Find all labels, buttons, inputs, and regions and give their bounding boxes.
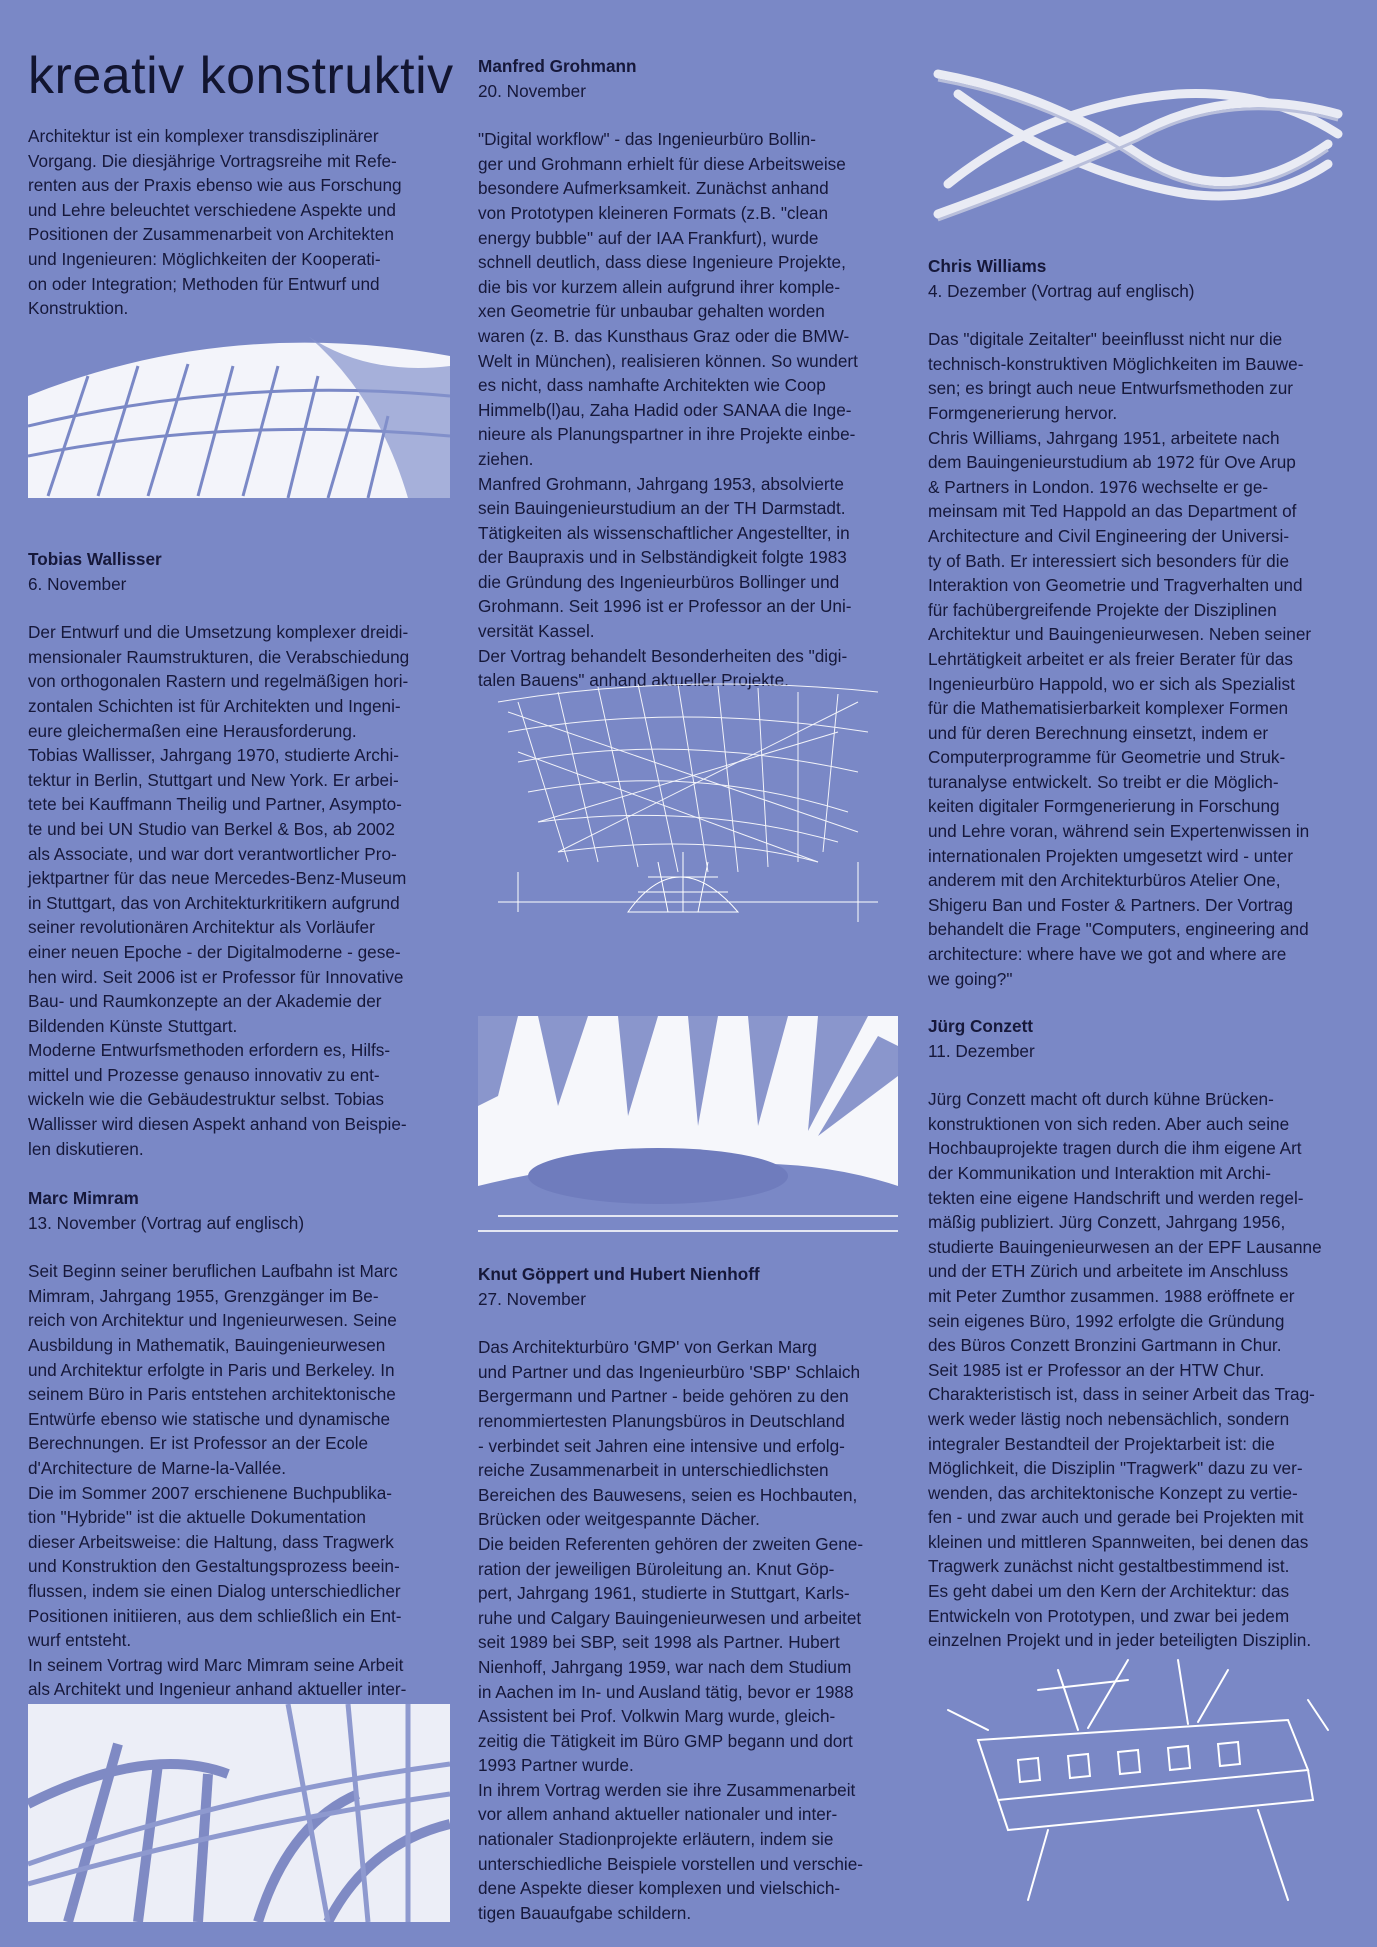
lecture-date-mimram: 13. November (Vortrag auf englisch)	[28, 1212, 305, 1233]
conzett-project-image	[928, 1640, 1350, 1910]
speaker-name-wallisser: Tobias Wallisser	[28, 549, 162, 569]
williams-project-image	[928, 54, 1350, 240]
page-title: kreativ konstruktiv	[28, 47, 454, 105]
lecture-date-grohmann: 20. November	[478, 80, 586, 101]
wallisser-project-image	[28, 336, 450, 498]
lecture-text-conzett: Jürg Conzett macht oft durch kühne Brücken- konstruktionen von sich reden. Aber auch seine Hochbauprojekte tragen durch die ihm eigene Art der Kommunikation und Interaktion mit Archi- tekten eine eigene Handschrift und werden regel- mäßig publiziert. Jürg Conzett, Jahrgang 1956, studierte Bauingenieurwesen an der EPF Lausanne und der ETH Zürich und arbeitete im Anschluss mit Peter Zumthor zusammen. 1988 eröffnete er sein eigenes Büro, 1992 erfolgte die Gründung des Büros Conzett Bronzini Gartmann in Chur. Seit 1985 ist er Professor an der HTW Chur. Charakteristisch ist, dass in seiner Arbeit das Trag- werk weder lästig noch nebensächlich, sondern integraler Bestandteil der Projektarbeit ist: die Möglichkeit, die Disziplin "Tragwerk" dazu zu ver- wenden, das architektonische Konzept zu vertie- fen - und zwar auch und gerade bei Projekten mit kleinen und mittleren Spannweiten, bei denen das Tragwerk zunächst nicht gestaltbestimmend ist. Es geht dabei um den Kern der Architektur: das Entwickeln von Prototypen, und zwar bei jedem einzelnen Projekt und in jeder beteiligten Disziplin.	[928, 1089, 1322, 1651]
speaker-name-goeppert-nienhoff: Knut Göppert und Hubert Nienhoff	[478, 1264, 760, 1284]
lecture-text-mimram: Seit Beginn seiner beruflichen Laufbahn ist Marc Mimram, Jahrgang 1955, Grenzgänger im Be- reich von Architektur und Ingenieurwesen. Seine Ausbildung in Mathematik, Bauingenieurwesen und Architektur erfolgte in Paris und Berkeley. In seinem Büro in Paris entstehen architektonische Entwürfe ebenso wie statische und dynamische Berechnungen. Er ist Professor an der Ecole d'Architecture de Marne-la-Vallée. Die im Sommer 2007 erschienene Buchpublika- tion "Hybride" ist die aktuelle Dokumentation dieser Arbeitsweise: die Haltung, dass Tragwerk und Konstruktion den Gestaltungsprozess beein- flussen, indem sie einen Dialog unterschiedlicher Positionen initiieren, aus dem schließlich ein Ent- wurf entsteht. In seinem Vortrag wird Marc Mimram seine Arbeit als Architekt und Ingenieur anhand aktueller inter-	[28, 1261, 407, 1700]
lecture-text-goeppert-nienhoff: Das Architekturbüro 'GMP' von Gerkan Marg und Partner und das Ingenieurbüro 'SBP' Schlaich Bergermann und Partner - beide gehören zu den renommiertesten Planungsbüros in Deutschland - verbindet seit Jahren eine intensive und erfolg- reiche Zusammenarbeit in unterschiedlichsten Bereichen des Bauwesens, seien es Hochbauten, Brücken oder weitgespannte Dächer. Die beiden Referenten gehören der zweiten Gene- ration der jeweiligen Büroleitung an. Knut Göp- pert, Jahrgang 1961, studierte in Stuttgart, Karls- ruhe und Calgary Bauingenieurwesen und arbeitet seit 1989 bei SBP, seit 1998 als Partner. Hubert Nienhoff, Jahrgang 1959, war nach dem Studium in Aachen im In- und Ausland tätig, bevor er 1988 Assistent bei Prof. Volkwin Marg wurde, gleich- zeitig die Tätigkeit im Büro GMP begann und dort 1993 Partner wurde. In ihrem Vortrag werden sie ihre Zusammenarbeit vor allem anhand aktueller nationaler und inter- nationaler Stadionprojekte erläutern, indem sie unterschiedliche Beispiele vorstellen und verschie- dene Aspekte dieser komplexen und vielschich- tigen Bauaufgabe schildern.	[478, 1337, 864, 1923]
lecture-text-wallisser: Der Entwurf und die Umsetzung komplexer dreidi- mensionaler Raumstrukturen, die Verabschiedung von orthogonalen Rastern und regelmäßigen hori- zontalen Schichten ist für Architekten und Ingeni- eure gleichermaßen eine Herausforderung. Tobias Wallisser, Jahrgang 1970, studierte Archi- tektur in Berlin, Stuttgart und New York. Er arbei- tete bei Kauffmann Theilig und Partner, Asymptо- te und bei UN Studio van Berkel & Bos, ab 2002 als Associate, und war dort verantwortlicher Pro- jektpartner für das neue Mercedes-Benz-Museum in Stuttgart, das von Architekturkritikern aufgrund seiner revolutionären Architektur als Vorläufer einer neuen Epoche - der Digitalmoderne - gese- hen wird. Seit 2006 ist er Professor für Innovative Bau- und Raumkonzepte an der Akademie der Bildenden Künste Stuttgart. Moderne Entwurfsmethoden erfordern es, Hilfs- mittel und Prozesse genauso innovativ zu ent- wickeln wie die Gebäudestruktur selbst. Tobias Wallisser wird diesen Aspekt anhand von Beispie- len diskutieren.	[28, 622, 410, 1159]
lecture-text-grohmann: "Digital workflow" - das Ingenieurbüro Bollin- ger und Grohmann erhielt für diese Arbeitsweise besondere Aufmerksamkeit. Zunächst anhand von Prototypen kleineren Formats (z.B. "clean energy bubble" auf der IAA Frankfurt), wurde schnell deutlich, dass diese Ingenieure Projekte, die bis vor kurzem allein aufgrund ihrer komple- xen Geometrie für unbaubar gehalten worden waren (z. B. das Kunsthaus Graz oder die BMW- Welt in München), realisieren können. So wundert es nicht, dass namhafte Architekten wie Coop Himmelb(l)au, Zaha Hadid oder SANAA die Inge- nieure als Planungspartner in ihre Projekte einbe- ziehen. Manfred Grohmann, Jahrgang 1953, absolvierte sein Bauingenieurstudium an der TH Darmstadt. Tätigkeiten als wissenschaftlicher Angestellter, in der Baupraxis und in Selbständigkeit folgte 1983 die Gründung des Ingenieurbüros Bollinger und Grohmann. Seit 1996 ist er Professor an der Uni- versität Kassel. Der Vortrag behandelt Besonderheiten des "digi- talen Bauens" anhand aktueller Projekte.	[478, 129, 858, 691]
speaker-name-williams: Chris Williams	[928, 256, 1047, 276]
speaker-name-conzett: Jürg Conzett	[928, 1016, 1034, 1036]
mimram-project-image	[28, 1704, 450, 1922]
speaker-name-mimram: Marc Mimram	[28, 1188, 139, 1208]
lecture-date-conzett: 11. Dezember	[928, 1040, 1035, 1061]
grohmann-project-image	[478, 672, 898, 934]
lecture-text-williams: Das "digitale Zeitalter" beeinflusst nicht nur die technisch-konstruktiven Möglichkeiten im Bauwe- sen; es bringt auch neue Entwurfsmethoden zur Formgenerierung hervor. Chris Williams, Jahrgang 1951, arbeitete nach dem Bauingenieurstudium ab 1972 für Ove Arup & Partners in London. 1976 wechselte er ge- meinsam mit Ted Happold an das Department of Architecture and Civil Engineering der Universi- ty of Bath. Er interessiert sich besonders für die Interaktion von Geometrie und Tragverhalten und für fachübergreifende Projekte der Disziplinen Architektur und Bauingenieurwesen. Neben seiner Lehrtätigkeit arbeitet er als freier Berater für das Ingenieurbüro Happold, wo er sich als Spezialist für die Mathematisierbarkeit komplexer Formen und für deren Berechnung einsetzt, indem er Computerprogramme für Geometrie und Struk- turanalyse entwickelt. So treibt er die Möglich- keiten digitaler Formgenerierung in Forschung und Lehre voran, während sein Expertenwissen in internationalen Projekten umgesetzt wird - unter anderem mit den Architekturbüros Atelier One, Shigeru Ban und Foster & Partners. Der Vortrag behandelt die Frage "Computers, engineering and architecture: where have we got and where are we going?"	[928, 329, 1312, 989]
speaker-name-grohmann: Manfred Grohmann	[478, 56, 637, 76]
lecture-date-goeppert-nienhoff: 27. November	[478, 1288, 586, 1309]
goeppert-project-image	[478, 1016, 898, 1244]
intro-text: Architektur ist ein komplexer transdisziplinärer Vorgang. Die diesjährige Vortragsreihe mit Refe- renten aus der Praxis ebenso wie aus Forschung und Lehre beleuchtet verschiedene Aspekte und Positionen der Zusammenarbeit von Architekten und Ingenieuren: Möglichkeiten der Kooperati- on oder Integration; Methoden für Entwurf und Konstruktion.	[28, 126, 402, 319]
lecture-date-wallisser: 6. November	[28, 573, 127, 594]
lecture-date-williams: 4. Dezember (Vortrag auf englisch)	[928, 280, 1195, 301]
